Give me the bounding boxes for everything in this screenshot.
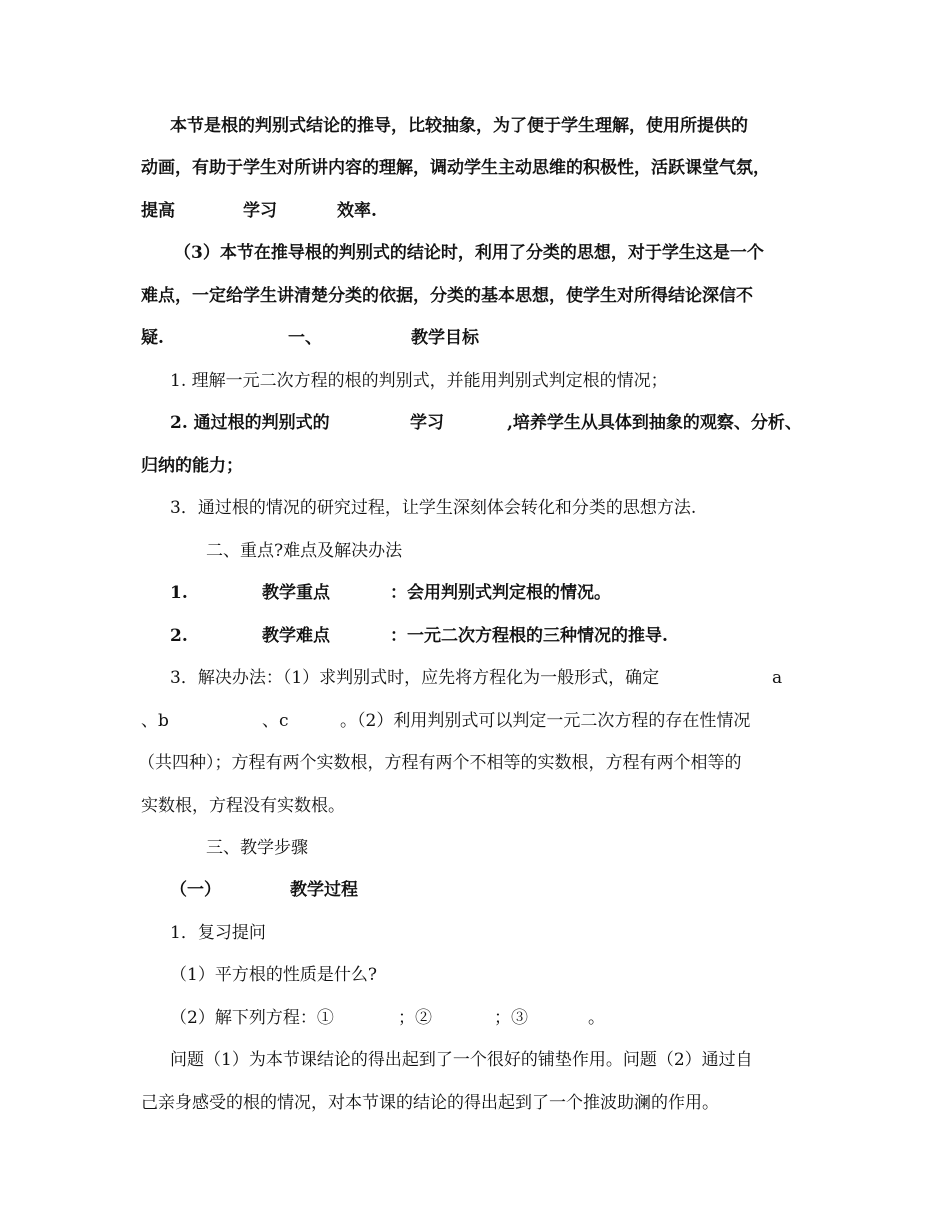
intro-line-3c: 效率. [337, 201, 377, 221]
question-2b: ；② [398, 1008, 432, 1028]
subsection-num: （一） [170, 880, 221, 900]
section-heading-3: 三、教学步骤 [206, 838, 308, 858]
method-line-4: 实数根，方程没有实数根。 [141, 796, 345, 816]
key-2-text: ：一元二次方程根的三种情况的推导. [390, 626, 668, 646]
key-1-text: ：会用判别式判定根的情况。 [390, 583, 611, 603]
question-1: （1）平方根的性质是什么? [170, 965, 377, 985]
point3-line-1: （3）本节在推导根的判别式的结论时，利用了分类的思想，对于学生这是一个 [174, 243, 764, 263]
goal-2b: 学习 [410, 413, 444, 433]
method-line-1a: 3．解决办法：（1）求判别式时，应先将方程化为一般形式，确定 [170, 668, 660, 688]
intro-line-3a: 提高 [141, 201, 175, 221]
key-1-num: 1. [170, 583, 188, 603]
subsection-heading: 教学过程 [290, 880, 358, 900]
question-2a: （2）解下列方程：① [170, 1008, 334, 1028]
intro-line-2: 动画，有助于学生对所讲内容的理解，调动学生主动思维的积极性，活跃课堂气氛， [141, 158, 770, 178]
key-2-label: 教学难点 [262, 626, 330, 646]
method-line-2b: 、c [262, 711, 289, 731]
goal-2c: ,培养学生从具体到抽象的观察、分析、 [507, 413, 802, 433]
point3-line-3a: 疑. [141, 328, 164, 348]
section-heading-1-num: 一、 [288, 328, 322, 348]
intro-line-1: 本节是根的判别式结论的推导，比较抽象，为了便于学生理解，使用所提供的 [170, 116, 748, 136]
key-2-num: 2. [170, 626, 188, 646]
key-1-label: 教学重点 [262, 583, 330, 603]
section-heading-1: 教学目标 [411, 328, 479, 348]
question-2c: ；③ [494, 1008, 528, 1028]
goal-2a: 2. 通过根的判别式的 [170, 413, 330, 433]
method-line-1b: a [772, 668, 783, 688]
intro-line-3b: 学习 [243, 201, 277, 221]
method-line-2c: 。（2）利用判别式可以判定一元二次方程的存在性情况 [340, 711, 751, 731]
paragraph-line-1: 问题（1）为本节课结论的得出起到了一个很好的铺垫作用。问题（2）通过自 [170, 1050, 753, 1070]
question-2d: 。 [588, 1008, 605, 1028]
method-line-3: （共四种）；方程有两个实数根，方程有两个不相等的实数根，方程有两个相等的 [138, 753, 742, 773]
paragraph-line-2: 己亲身感受的根的情况，对本节课的结论的得出起到了一个推波助澜的作用。 [141, 1093, 719, 1113]
section-heading-2: 二、重点?难点及解决办法 [206, 541, 403, 561]
review-heading: 1．复习提问 [170, 923, 266, 943]
method-line-2a: 、b [141, 711, 169, 731]
goal-3: 3．通过根的情况的研究过程，让学生深刻体会转化和分类的思想方法. [170, 498, 697, 518]
goal-2d: 归纳的能力； [141, 456, 243, 476]
goal-1: 1. 理解一元二次方程的根的判别式，并能用判别式判定根的情况； [170, 371, 668, 391]
point3-line-2: 难点，一定给学生讲清楚分类的依据，分类的基本思想，使学生对所得结论深信不 [141, 286, 753, 306]
